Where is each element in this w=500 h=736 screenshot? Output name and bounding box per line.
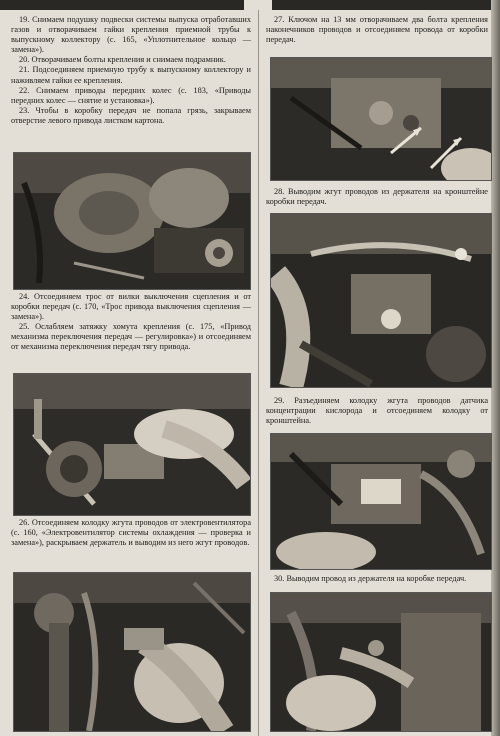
text-step-29 — [266, 396, 488, 426]
text-step-28 — [266, 187, 488, 207]
step-25: 25. Ослабляем затяжку хомута крепления (с. 175, «Привод механизма переключения передач — регулировка») и отсоединяем от механизма переключения передач тягу привода. — [11, 322, 251, 352]
step-30: 30. Выводим провод из держателя на коробке передач. — [274, 574, 467, 583]
photo-oxygen-sensor-connector — [270, 433, 492, 570]
step-19: 19. Снимаем подушку подвески системы выпуска отработавших газов и отворачиваем гайки крепления приемной трубы к выпускному коллектору (с. 165, «Уплотнительное кольцо — замена»). — [11, 15, 251, 55]
photo-gearbox-bolts — [270, 57, 492, 181]
photo-fan-connector — [13, 572, 251, 732]
step-29: 29. Разъединяем колодку жгута проводов датчика концентрации кислорода и отсоединяем колодку от кронштейна. — [266, 396, 488, 426]
photo-clutch-cable — [13, 373, 251, 516]
book-spine-shadow — [491, 0, 500, 736]
text-steps-24-25 — [11, 292, 251, 353]
text-step-26 — [11, 518, 251, 548]
top-rule — [0, 0, 500, 10]
photo-harness-bracket — [270, 213, 492, 388]
step-26: 26. Отсоединяем колодку жгута проводов от электровентилятора (с. 160, «Электровентилятор системы охлаждения — проверка и замена»), раскрываем держатель и выводим из него жгут проводов. — [11, 518, 251, 548]
photo-subframe — [13, 152, 251, 290]
text-steps-19-23 — [11, 15, 251, 126]
step-21: 21. Подсоединяем приемную трубу к выпускному коллектору и наживляем гайки ее крепления. — [11, 65, 251, 85]
column-divider — [258, 10, 259, 736]
text-step-27 — [266, 15, 488, 45]
photo-wire-holder — [270, 592, 492, 732]
step-23: 23. Чтобы в коробку передач не попала грязь, закрываем отверстие левого привода листком картона. — [11, 105, 251, 125]
step-20: 20. Отворачиваем болты крепления и снимаем подрамник. — [19, 55, 226, 65]
step-24: 24. Отсоединяем трос от вилки выключения сцепления и от коробки передач (с. 170, «Трос привода выключения сцепления — замена»). — [11, 292, 251, 322]
step-28: 28. Выводим жгут проводов из держателя на кронштейне коробки передач. — [266, 187, 488, 207]
text-step-30 — [266, 574, 488, 584]
step-27: 27. Ключом на 13 мм отворачиваем два болта крепления наконечников проводов и отсоединяем провода от коробки передач. — [266, 15, 488, 45]
step-22: 22. Снимаем приводы передних колес (с. 183, «Приводы передних колес — снятие и установка»). — [11, 85, 251, 105]
